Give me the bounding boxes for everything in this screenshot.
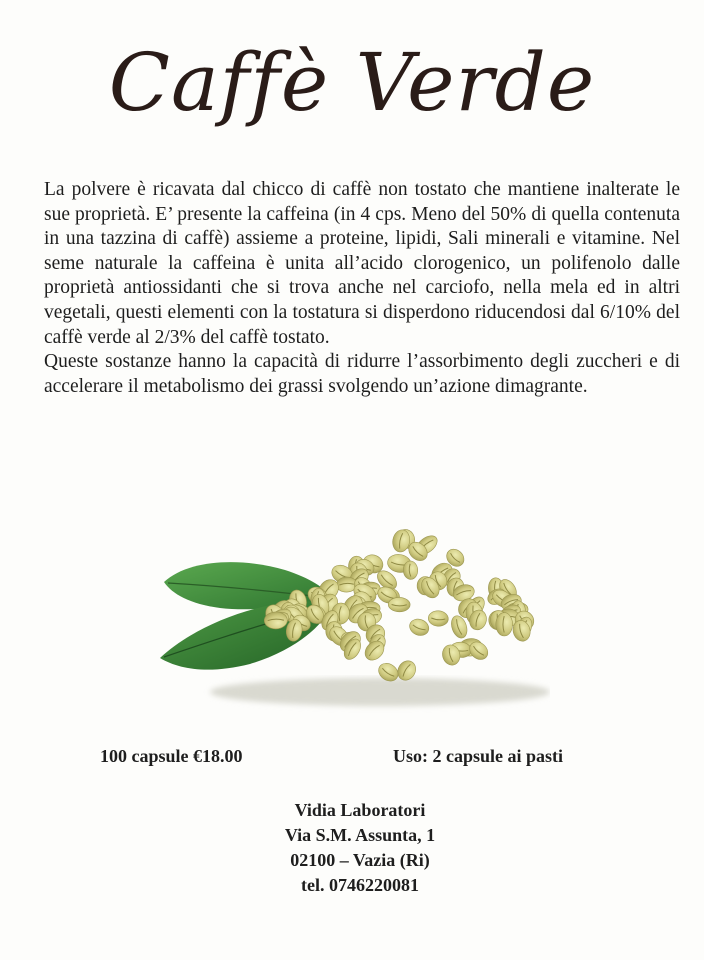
- green-coffee-beans-image: [150, 520, 550, 720]
- coffee-bean: [264, 612, 287, 629]
- coffee-bean: [428, 610, 449, 627]
- description-paragraph-1: La polvere è ricavata dal chicco di caffè non tostato che mantiene inalterate le sue proprietà. E’ presente la caffeina (in 4 cps. Meno del 50% di quella contenuta in una tazzina di caffè) assieme a proteine, lipidi, Sali minerali e vitamine. Nel seme naturale la caffeina è unita all’acido clorogenico, un polifenolo dalle proprietà antiossidanti che si trova anche nel carciofo, nella mela ed in altri vegetali, questi elementi con la tostatura si disperdono riducendosi dal 6/10% del caffè verde al 2/3% del caffè tostato.: [44, 179, 680, 348]
- coffee-beans-pile: [262, 527, 538, 685]
- dosage-label: Uso: 2 capsule ai pasti: [393, 746, 564, 766]
- contact-block: [180, 798, 540, 898]
- shadow: [210, 678, 550, 706]
- street-address: Via S.M. Assunta, 1: [284, 825, 436, 845]
- company-name: Vidia Laboratori: [294, 800, 426, 820]
- coffee-bean: [496, 613, 513, 636]
- price-label: 100 capsule €18.00: [100, 746, 243, 766]
- coffee-bean: [388, 597, 410, 612]
- phone-number: tel. 0746220081: [301, 875, 419, 895]
- description-paragraph-2: Queste sostanze hanno la capacità di ridurre l’assorbimento degli zuccheri e di accelerare il metabolismo dei grassi svolgendo un’azione dimagrante.: [44, 351, 680, 397]
- page-title: Caffè Verde: [108, 36, 596, 129]
- description: [44, 178, 680, 399]
- coffee-bean: [403, 561, 418, 580]
- coffee-bean: [407, 616, 431, 638]
- city-address: 02100 – Vazia (Ri): [290, 850, 430, 870]
